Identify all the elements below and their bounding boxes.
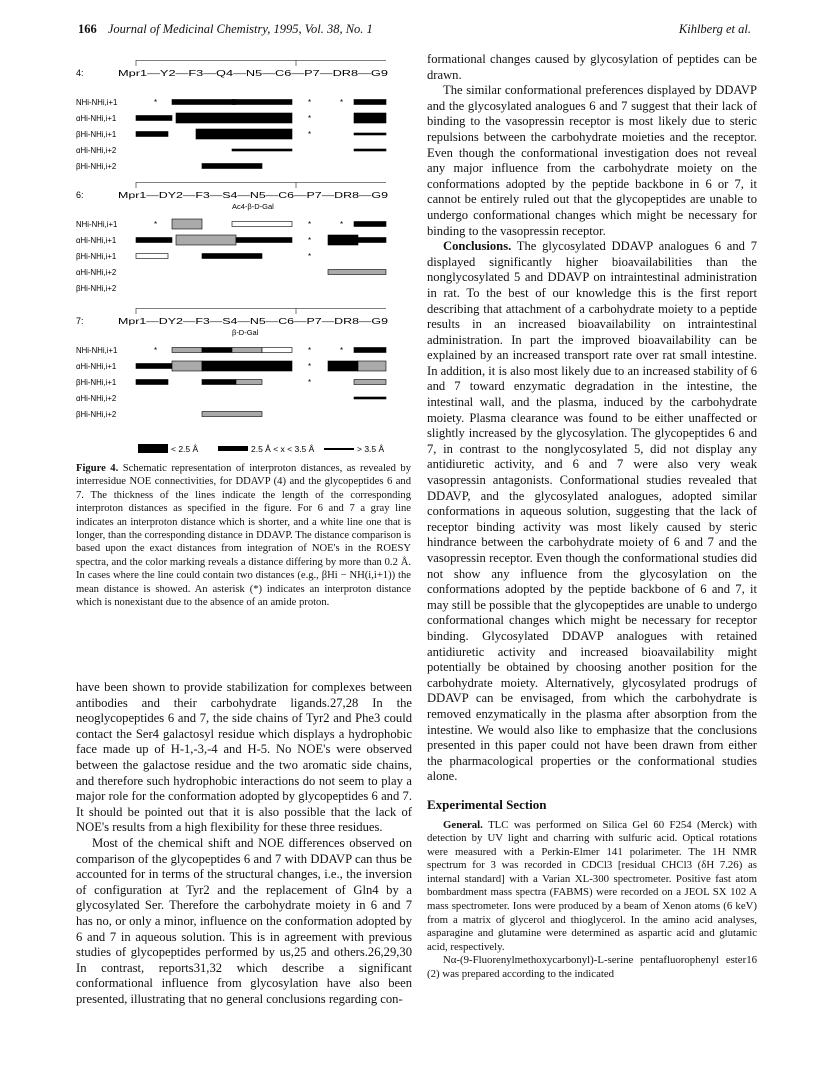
glycosyl-substituent: Ac4-β-D-Gal [232, 202, 274, 211]
page-number: 166 [78, 22, 97, 36]
asterisk-marker: * [154, 220, 158, 229]
noe-bar [232, 222, 292, 227]
legend-medium-label: 2.5 Å < x < 3.5 Å [251, 444, 315, 454]
asterisk-marker: * [340, 220, 344, 229]
noe-row-label: αHi-NHi,i+1 [76, 236, 117, 245]
noe-bar [262, 348, 292, 353]
legend-thin-swatch [324, 448, 354, 450]
paragraph: The similar conformational preferences displayed by DDAVP and the glycosylated analogues 6 and 7 suggest that their lack of binding to the vasopressin receptor is most likely due to steric repulsions between the carbohydrate moieties and the receptor. Even though the conformational investigation does not reveal any major influence from the carbohydrate moiety on the conformations adopted by the peptide backbone in 6 or 7, it cannot be entirely ruled out that the glycopeptides are unable to undergo conformational changes which might be necessary for binding to the vasopressin receptor. [427, 83, 757, 238]
figure-panel [76, 60, 388, 171]
legend-thick-label: < 2.5 Å [171, 444, 199, 454]
figure-panel [76, 182, 388, 293]
noe-row-label: βHi-NHi,i+2 [76, 410, 117, 419]
figure-caption-text: Schematic representation of interproton distances, as revealed by interresidue NOE connectivities, for DDAVP (4) and the glycopeptides 6 and 7. The thickness of the lines indicate the length of the corresponding interproton distances as specified in the figure. For 6 and 7 a gray line indicates an interproton distance which is shorter, and a white line one that is longer, than the corresponding distance in DDAVP. The distance comparison is based upon the exact distances from integration of NOE's in the ROESY spectra, and the color marking reveals a distance differing by more than 0.2 Å. In cases where the line could contain two distances (e.g., βHi − NH(i,i+1)) the mean distance is showed. An asterisk (*) indicates an interproton distance which is nonexistant due to the absence of an amide proton. [76, 463, 411, 609]
noe-bar [202, 254, 262, 259]
noe-bar [358, 361, 386, 371]
noe-bar [172, 219, 202, 229]
conclusions-heading: Conclusions. [443, 239, 512, 254]
noe-bar [354, 149, 386, 151]
glycosyl-substituent: β-D-Gal [232, 328, 259, 337]
asterisk-marker: * [154, 98, 158, 107]
noe-bar [354, 222, 386, 227]
legend-thick-swatch [138, 444, 168, 453]
asterisk-marker: * [340, 346, 344, 355]
asterisk-marker: * [154, 346, 158, 355]
conclusions-text: The glycosylated DDAVP analogues 6 and 7 displayed significantly higher bioavailabilities than the nonglycosylated 5 and DDAVP on intraintestinal administration in rat. To the best of our knowledge this is the first report describing that attachment of a carbohydrate moiety to a peptide results in an increased bioavailability on intraintestinal administration. In part the improved bioavailability can be explained by an increased transport rate over rat small intestine. In addition, it is also most likely due to an increased stability of 6 and 7 toward enzymatic degradation in the intestine, the intestinal wall, and the plasma, induced by the carbohydrate moiety. Plasma clearance was found to be either unaffected or slightly increased by the glycosylation. The glycopeptides 6 and 7, in contrast to the nonglycosylated 5, did not display any antidiuretic activity, and 6 and 7 were also very weak vasopressin antagonists. Conformational studies revealed that DDAVP, and the glycosylated analogues, adopted similar conformations in aqueous solution, suggesting that the lack of receptor binding activity was most likely caused by steric hindrance between the carbohydrate moiety of 6 and 7 and the vasopressin receptor. Even though the conformational studies did not show any influence from the glycosylation on the conformations adopted by the peptide backbone of 6 and 7, it may still be possible that the glycopeptides are unable to undergo conformational changes which might be necessary for receptor binding. Glycosylated DDAVP analogues with retained antidiuretic activity and increased bioavailability might potentially be obtained by choosing another position for the carbohydrate moiety. Alternatively, glycosylated prodrugs of DDAVP can be envisaged, from which the carbohydrate is removed enzymatically in the plasma after absorption from the intestine. We would also like to emphasize that the conclusions presented in this paper could not have been drawn from either the pharmacological properties or the conformational studies alone. [427, 239, 758, 784]
noe-row-label: βHi-NHi,i+2 [76, 284, 117, 293]
noe-bar [202, 361, 292, 371]
noe-bar [136, 132, 168, 137]
asterisk-marker: * [308, 252, 312, 261]
asterisk-marker: * [308, 378, 312, 387]
noe-bar [328, 361, 358, 371]
peptide-sequence: Mpr1—Y2—F3—Q4—N5—C6—P7—DR8—G9 [118, 68, 389, 78]
asterisk-marker: * [308, 114, 312, 123]
noe-bar [232, 348, 262, 353]
asterisk-marker: * [340, 98, 344, 107]
figure-panel [76, 308, 388, 419]
paragraph: Most of the chemical shift and NOE differences observed on comparison of the glycopeptides 6 and 7 with DDAVP can thus be accounted for in terms of the structural changes, i.e., the inversion of configuration at Tyr2 and the replacement of Gln4 by a glycosylated Ser. Therefore the carbohydrate moiety in 6 and 7 has no, or only a minor, influence on the conformation adopted by 6 and 7 in aqueous solution. This is in agreement with previous studies of glycopeptides performed by us,25 and others.26,29,30 In contrast, reports31,32 which describe a significant conformational influence from glycosylation have also been presented, illustrating that no general conclusions regarding con- [76, 835, 412, 1006]
panel-id: 4: [76, 68, 84, 78]
figure-caption [76, 462, 411, 609]
conclusions-paragraph [427, 239, 757, 785]
experimental-heading: Experimental Section [427, 796, 547, 812]
running-authors: Kihlberg et al. [678, 22, 751, 36]
asterisk-marker: * [308, 98, 312, 107]
panel-id: 6: [76, 190, 84, 200]
general-text: TLC was performed on Silica Gel 60 F254 (Merck) with detection by UV light and charring with sulfuric acid. Optical rotations were measured with a Perkin-Elmer 141 polarimeter. The 1H NMR spectrum for 3 was recorded in CDCl3 [residual CHCl3 (δH 7.26) as internal standard] with a Varian XL-300 spectrometer. Positive fast atom bombardment mass spectra (FABMS) were recorded on a JEOL SX 102 A mass spectrometer. Ions were produced by a beam of Xenon atoms (6 keV) from a matrix of glycerol and thioglycerol. In the amino acid analyses, asparagine and glutamine were determined as aspartic acid and glutamic acid, respectively. [427, 818, 757, 953]
page-header [78, 22, 751, 40]
noe-bar [354, 397, 386, 399]
right-column-text [427, 52, 757, 982]
paragraph: Nα-(9-Fluorenylmethoxycarbonyl)-L-serine pentafluorophenyl ester16 (2) was prepared according to the indicated [427, 954, 757, 981]
asterisk-marker: * [308, 130, 312, 139]
noe-bar [172, 100, 236, 105]
legend-medium-swatch [218, 446, 248, 451]
noe-row-label: αHi-NHi,i+2 [76, 146, 117, 155]
noe-bar [354, 113, 386, 123]
noe-bar [202, 412, 262, 417]
panel-id: 7: [76, 316, 84, 326]
noe-bar [196, 129, 292, 139]
noe-row-label: βHi-NHi,i+2 [76, 162, 117, 171]
noe-bar [202, 348, 232, 353]
noe-bar [358, 238, 386, 243]
noe-bar [236, 380, 262, 385]
noe-bar [136, 364, 172, 369]
noe-row-label: αHi-NHi,i+2 [76, 394, 117, 403]
noe-bar [354, 348, 386, 353]
general-heading: General. [443, 818, 483, 831]
asterisk-marker: * [308, 362, 312, 371]
noe-bar [136, 116, 172, 121]
noe-row-label: βHi-NHi,i+1 [76, 252, 117, 261]
noe-bar [236, 238, 292, 243]
noe-bar [136, 238, 172, 243]
noe-row-label: αHi-NHi,i+2 [76, 268, 117, 277]
peptide-sequence: Mpr1—DY2—F3—S4—N5—C6—P7—DR8—G9 [118, 316, 389, 326]
peptide-sequence: Mpr1—DY2—F3—S4—N5—C6—P7—DR8—G9 [118, 190, 389, 200]
asterisk-marker: * [308, 220, 312, 229]
legend-thin-label: > 3.5 Å [357, 444, 385, 454]
noe-row-label: βHi-NHi,i+1 [76, 130, 117, 139]
left-column-text [76, 680, 412, 1007]
general-paragraph [427, 819, 757, 955]
noe-bar [232, 100, 292, 105]
noe-row-label: NHi-NHi,i+1 [76, 220, 118, 229]
noe-row-label: βHi-NHi,i+1 [76, 378, 117, 387]
noe-row-label: NHi-NHi,i+1 [76, 346, 118, 355]
noe-bar [232, 149, 292, 151]
noe-figure [76, 52, 411, 460]
noe-bar [202, 380, 236, 385]
noe-bar [354, 380, 386, 385]
noe-bar [202, 164, 262, 169]
paragraph: have been shown to provide stabilization for complexes between antibodies and their carbohydrate ligands.27,28 In the neoglycopeptides 6 and 7, the side chains of Tyr2 and Phe3 could contact the Ser4 galactosyl residue which displays a hydrophobic face made up of H-1,-3,-4 and H-5. No NOE's were observed between the galactose residue and the two aromatic side chains, and therefore such hydrophobic interactions do not seem to play a major role for the conformation adopted by glycopeptides 6 and 7. It should be pointed out that it is also possible that the lack of NOE's results from a high flexibility for these three residues. [76, 680, 412, 835]
figure-label: Figure 4. [76, 463, 119, 474]
noe-bar [328, 235, 358, 245]
noe-row-label: NHi-NHi,i+1 [76, 98, 118, 107]
noe-bar [176, 235, 236, 245]
noe-bar [136, 254, 168, 259]
figure-legend [138, 444, 385, 454]
noe-bar [176, 113, 292, 123]
noe-bar [328, 270, 386, 275]
noe-bar [136, 380, 168, 385]
asterisk-marker: * [308, 346, 312, 355]
asterisk-marker: * [308, 236, 312, 245]
noe-bar [172, 348, 202, 353]
paragraph: formational changes caused by glycosylation of peptides can be drawn. [427, 52, 757, 82]
noe-row-label: αHi-NHi,i+1 [76, 362, 117, 371]
journal-citation: Journal of Medicinal Chemistry, 1995, Vol. 38, No. 1 [107, 22, 373, 36]
noe-bar [354, 133, 386, 135]
noe-bar [354, 100, 386, 105]
noe-bar [172, 361, 202, 371]
noe-row-label: αHi-NHi,i+1 [76, 114, 117, 123]
